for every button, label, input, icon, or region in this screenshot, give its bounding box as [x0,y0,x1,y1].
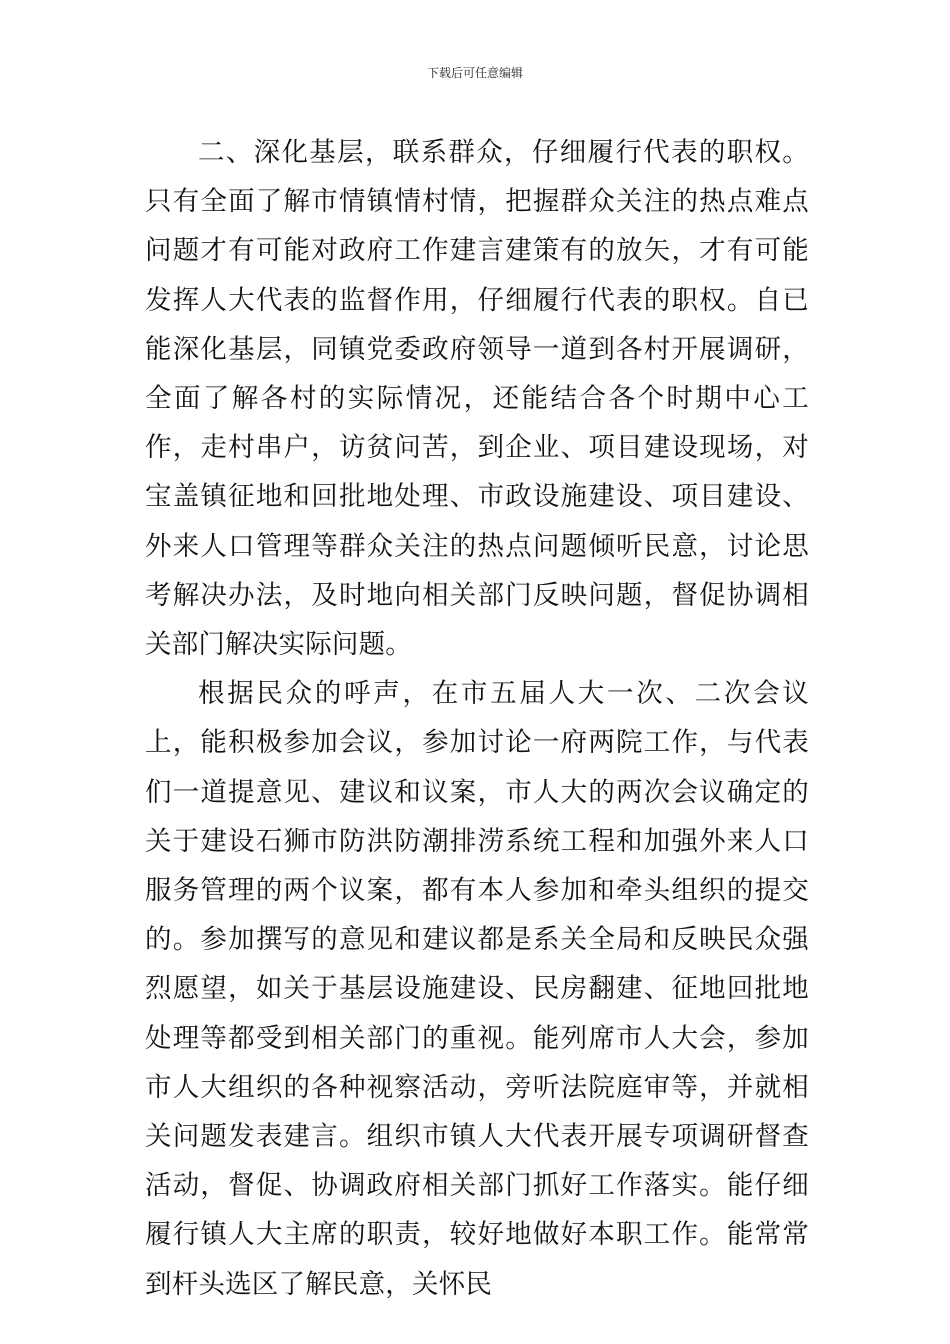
page-header: 下载后可任意编辑 [426,66,523,80]
paragraph-2: 根据民众的呼声，在市五届人大一次、二次会议上，能积极参加会议，参加讨论一府两院工作，与代表们一道提意见、建议和议案，市人大的两次会议确定的关于建设石狮市防洪防潮排涝系统工程和加强外来人口服务管理的两个议案，都有本人参加和牵头组织的提交的。参加撰写的意见和建议都是系关全局和反映民众强烈愿望，如关于基层设施建设、民房翻建、征地回批地处理等都受到相关部门的重视。能列席市人大会，参加市人大组织的各种视察活动，旁听法院庭审等，并就相关问题发表建言。组织市镇人大代表开展专项调研督查活动，督促、协调政府相关部门抓好工作落实。能仔细履行镇人大主席的职责，较好地做好本职工作。能常常到杆头选区了解民意，关怀民 [145,678,809,1300]
document-body [145,128,809,1309]
paragraph-1: 二、深化基层，联系群众，仔细履行代表的职权。只有全面了解市情镇情村情，把握群众关注的热点难点问题才有可能对政府工作建言建策有的放矢，才有可能发挥人大代表的监督作用，仔细履行代表的职权。自已能深化基层，同镇党委政府领导一道到各村开展调研，全面了解各村的实际情况，还能结合各个时期中心工作，走村串户，访贫问苦，到企业、项目建设现场，对宝盖镇征地和回批地处理、市政设施建设、项目建设、外来人口管理等群众关注的热点问题倾听民意，讨论思考解决办法，及时地向相关部门反映问题，督促协调相关部门解决实际问题。 [145,137,809,661]
